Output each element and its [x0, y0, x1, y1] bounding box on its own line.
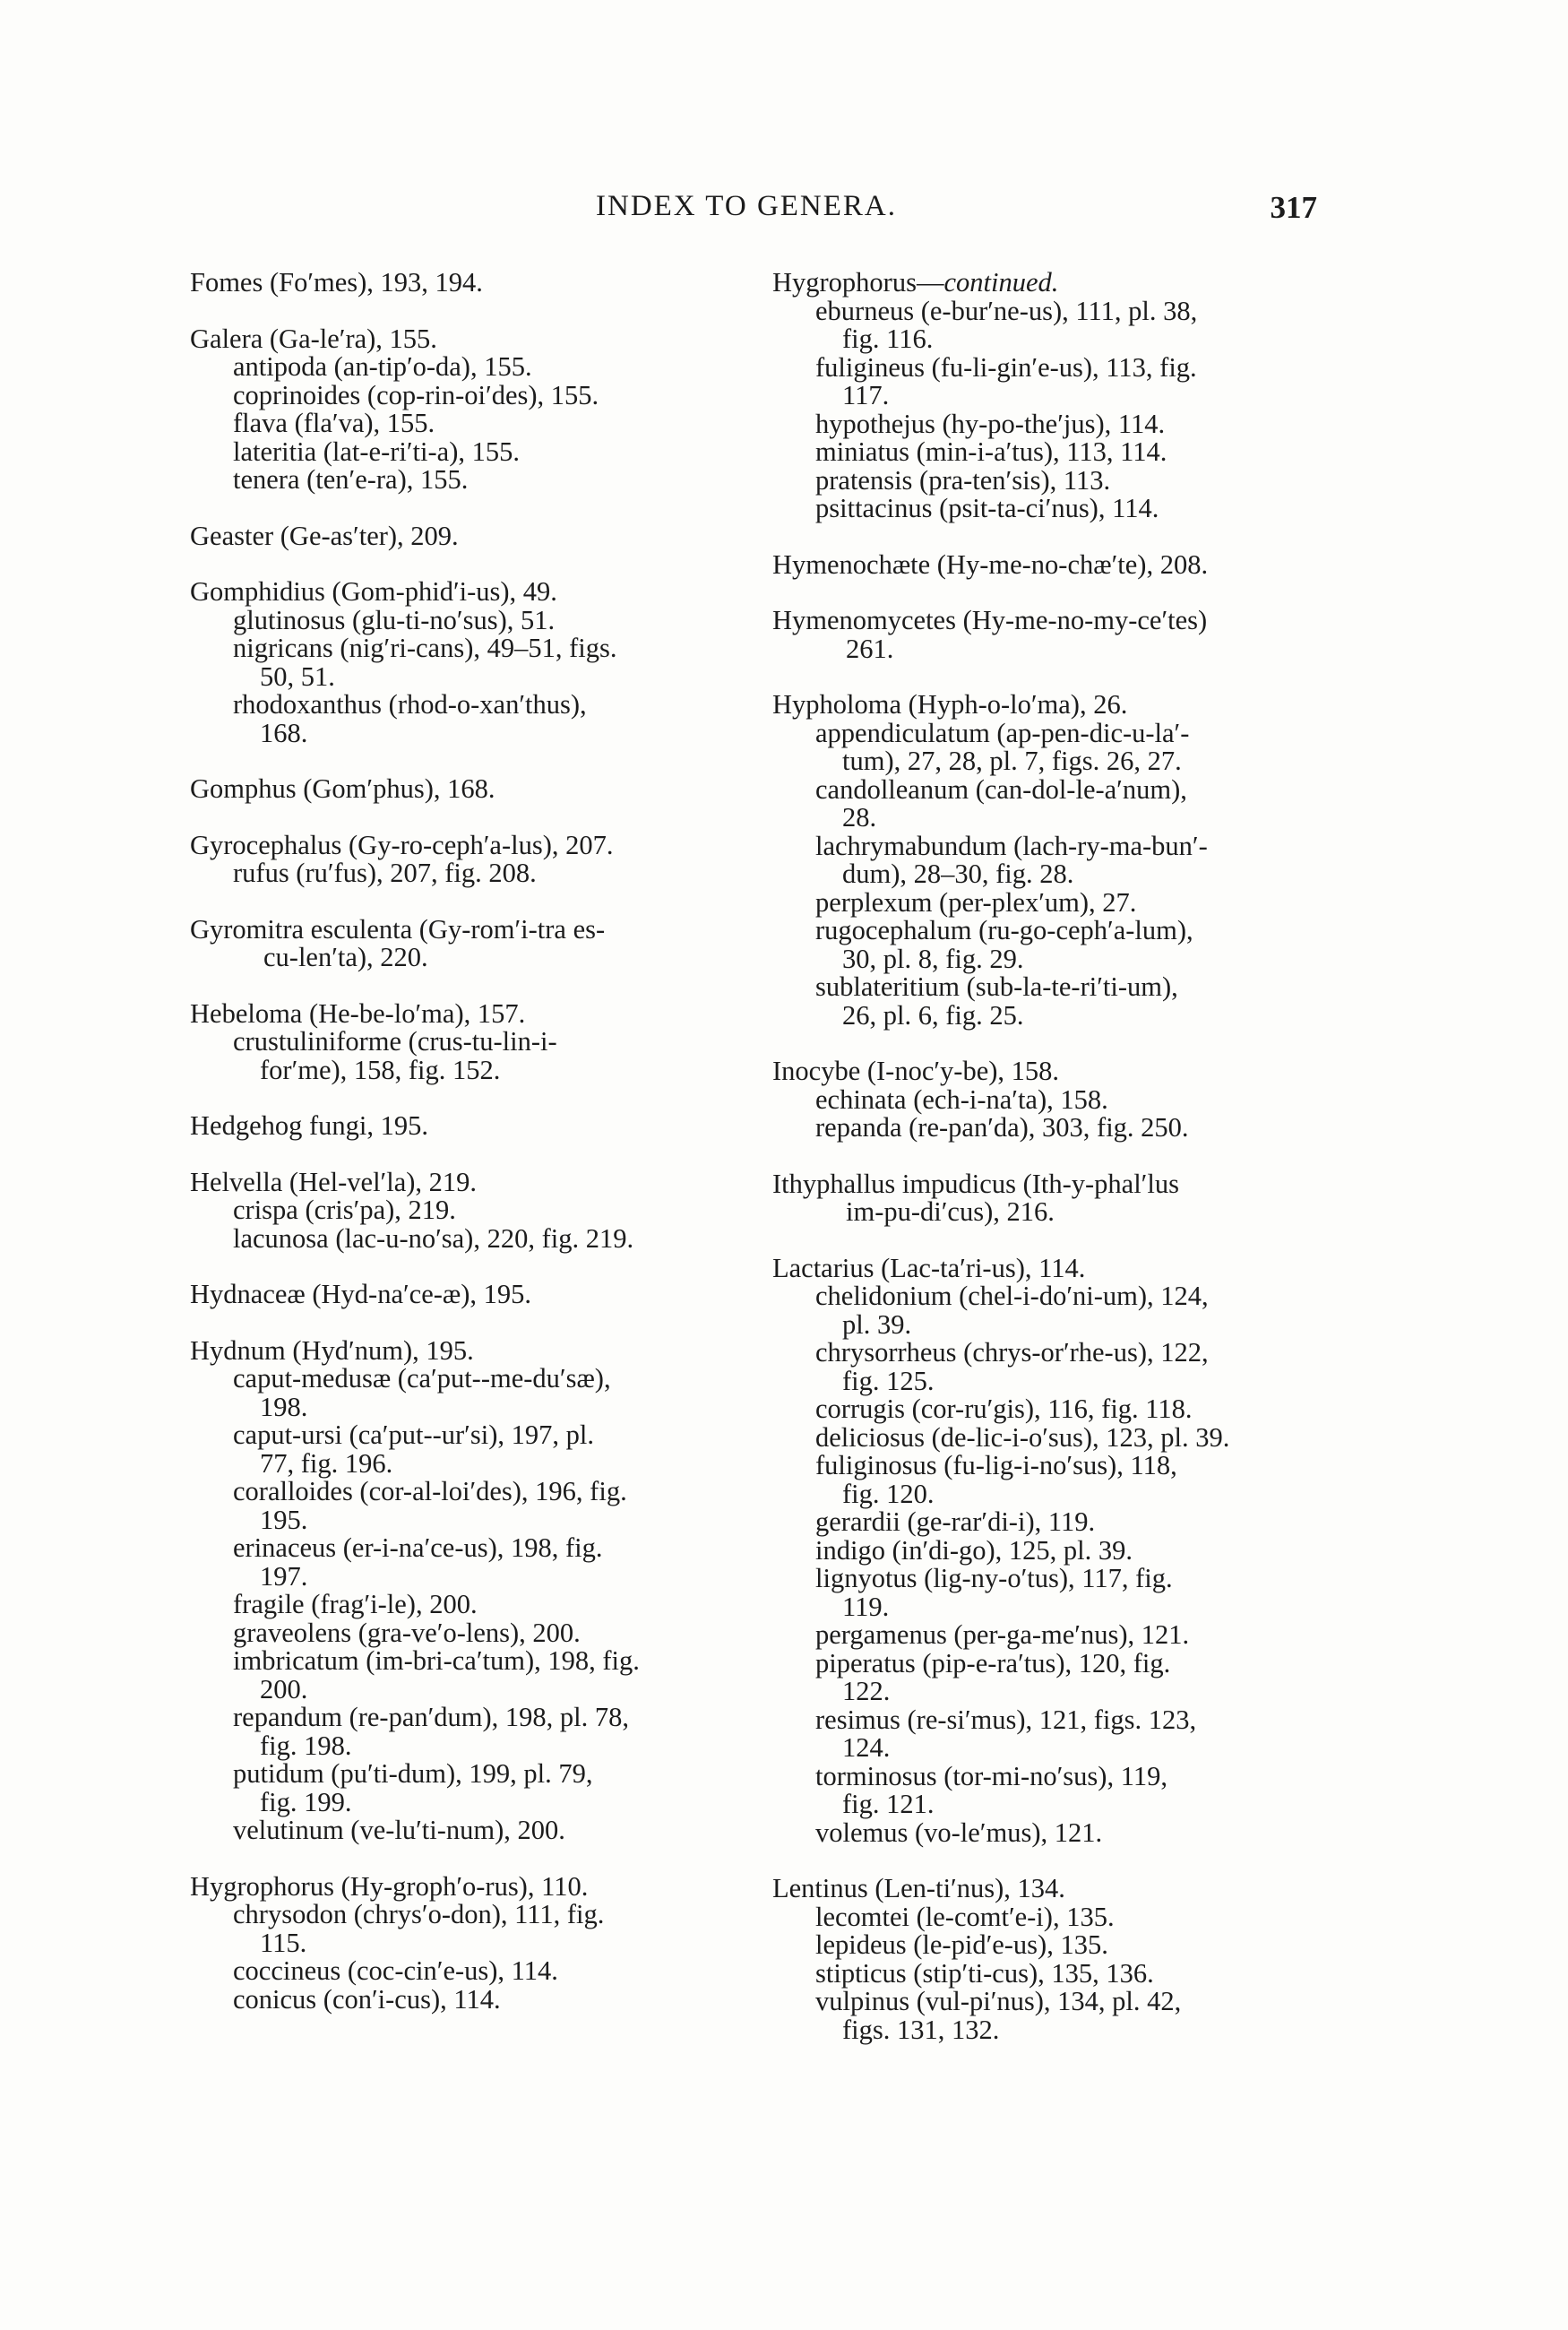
- entry-text: fig. 199.: [260, 1786, 352, 1817]
- entry-text: chelidonium (chel-i-do′ni-um), 124,: [815, 1281, 1209, 1311]
- entry-text: pl. 39.: [842, 1308, 912, 1340]
- entry-text: eburneus (e-bur′ne-us), 111, pl. 38,: [815, 295, 1198, 326]
- continuation-line: [190, 1391, 741, 1422]
- species-line: [190, 1619, 741, 1648]
- entry-text: pergamenus (per-ga-me′nus), 121.: [815, 1619, 1190, 1650]
- entry-text: indigo (in′di-go), 125, pl. 39.: [815, 1534, 1133, 1566]
- entry-text: Gomphidius (Gom-phid′i-us), 49.: [190, 576, 557, 607]
- continuation-line: [772, 1678, 1323, 1706]
- species-line: [772, 1988, 1323, 2016]
- continuation-line: [772, 1593, 1323, 1622]
- entry-text: fig. 120.: [842, 1478, 935, 1509]
- species-line: [190, 1983, 741, 2015]
- genus-heading: [190, 1870, 741, 1902]
- index-entry: [190, 829, 741, 888]
- entry-text: coccineus (coc-cin′e-us), 114.: [233, 1955, 558, 1986]
- genus-heading: [772, 548, 1323, 580]
- entry-text: lecomtei (le-comt′e-i), 135.: [815, 1901, 1115, 1932]
- entry-text: 26, pl. 6, fig. 25.: [842, 999, 1024, 1031]
- genus-heading: [190, 913, 741, 945]
- entry-text: crustuliniforme (crus-tu-lin-i-: [233, 1026, 557, 1057]
- entry-text: repanda (re-pan′da), 303, fig. 250.: [815, 1112, 1189, 1143]
- entry-text: 200.: [260, 1673, 308, 1704]
- entry-text: 115.: [260, 1927, 307, 1958]
- species-line: [772, 830, 1323, 861]
- entry-text: psittacinus (psit-ta-ci′nus), 114.: [815, 493, 1159, 523]
- entry-text: velutinum (ve-lu′ti-num), 200.: [233, 1815, 565, 1845]
- index-entry: [190, 1112, 741, 1141]
- species-line: [772, 973, 1323, 1002]
- entry-text: tenera (ten′e-ra), 155.: [233, 464, 469, 495]
- entry-text: Hydnaceæ (Hyd-na′ce-æ), 195.: [190, 1279, 532, 1309]
- species-line: [772, 1819, 1323, 1848]
- entry-text: 28.: [842, 802, 877, 833]
- species-line: [772, 1421, 1323, 1453]
- entry-text: appendiculatum (ap-pen-dic-u-la′-: [815, 717, 1190, 748]
- continuation-line: [190, 1054, 741, 1085]
- species-line: [190, 1028, 741, 1057]
- genus-heading: [772, 607, 1323, 635]
- entry-text: rhodoxanthus (rhod-o-xan′thus),: [233, 689, 587, 720]
- entry-text: rufus (ru′fus), 207, fig. 208.: [233, 858, 537, 888]
- entry-text: Geaster (Ge-as′ter), 209.: [190, 520, 459, 551]
- continuation-line: [772, 804, 1323, 833]
- continuation-line: [772, 860, 1323, 889]
- entry-text: deliciosus (de-lic-i-o′sus), 123, pl. 39.: [815, 1421, 1230, 1453]
- continuation-line: [190, 1786, 741, 1817]
- index-entry: [772, 1875, 1323, 2044]
- continuation-line: [772, 1308, 1323, 1340]
- genus-heading: [190, 269, 741, 298]
- species-line: [772, 1083, 1323, 1115]
- entry-text: caput-medusæ (ca′put--me-du′sæ),: [233, 1363, 611, 1394]
- entry-text: conicus (con′i-cus), 114.: [233, 1983, 501, 2015]
- species-line: [772, 410, 1323, 439]
- entry-text: 168.: [260, 717, 308, 748]
- species-line: [190, 634, 741, 663]
- entry-text: for′me), 158, fig. 152.: [260, 1054, 501, 1085]
- species-line: [772, 351, 1323, 383]
- entry-text: vulpinus (vul-pi′nus), 134, pl. 42,: [815, 1986, 1182, 2016]
- entry-text: 50, 51.: [260, 660, 335, 692]
- species-line: [772, 1760, 1323, 1791]
- species-line: [190, 1196, 741, 1225]
- species-line: [772, 1508, 1323, 1537]
- species-line: [190, 466, 741, 495]
- genus-heading: [190, 522, 741, 551]
- genus-heading: [190, 1334, 741, 1366]
- index-column-right: [772, 269, 1323, 2072]
- continuation-line: [772, 2016, 1323, 2045]
- genus-heading: [772, 1057, 1323, 1086]
- entry-text: lacunosa (lac-u-no′sa), 220, fig. 219.: [233, 1222, 634, 1254]
- entry-text: 77, fig. 196.: [260, 1447, 393, 1479]
- continuation-line: [772, 945, 1323, 974]
- index-entry: [772, 607, 1323, 663]
- entry-text: coprinoides (cop-rin-oi′des), 155.: [233, 379, 599, 410]
- species-line: [772, 1957, 1323, 1989]
- entry-text: graveolens (gra-ve′o-lens), 200.: [233, 1617, 581, 1648]
- entry-text: miniatus (min-i-a′tus), 113, 114.: [815, 436, 1167, 467]
- continuation-line: [772, 325, 1323, 354]
- continuation-line: [772, 635, 1323, 664]
- entry-text: caput-ursi (ca′put--ur′si), 197, pl.: [233, 1420, 594, 1450]
- entry-text: Lentinus (Len-ti′nus), 134.: [772, 1873, 1065, 1903]
- page-header: [188, 190, 1317, 235]
- continuation-line: [772, 1365, 1323, 1396]
- index-entry: [772, 269, 1323, 523]
- entry-text: putidum (pu′ti-dum), 199, pl. 79,: [233, 1758, 593, 1789]
- species-line: [772, 1339, 1323, 1368]
- entry-text: resimus (re-si′mus), 121, figs. 123,: [815, 1704, 1197, 1735]
- entry-text: 119.: [842, 1591, 890, 1622]
- index-entry: [190, 522, 741, 551]
- species-line: [190, 410, 741, 438]
- entry-text: Galera (Ga-le′ra), 155.: [190, 323, 437, 354]
- continuation-line: [190, 717, 741, 748]
- entry-text: flava (fla′va), 155.: [233, 408, 435, 438]
- species-line: [190, 1760, 741, 1789]
- continuation-line: [772, 999, 1323, 1031]
- entry-text: candolleanum (can-dol-le-a′num),: [815, 773, 1187, 805]
- entry-text: lateritia (lat-e-ri′ti-a), 155.: [233, 436, 520, 467]
- entry-text: perplexum (per-plex′um), 27.: [815, 886, 1137, 918]
- index-entry: [190, 325, 741, 495]
- continuation-line: [190, 1929, 741, 1958]
- species-line: [190, 859, 741, 888]
- entry-text: fragile (frag′i-le), 200.: [233, 1589, 478, 1619]
- species-line: [772, 295, 1323, 326]
- entry-text: Hygrophorus (Hy-groph′o-rus), 110.: [190, 1870, 589, 1902]
- entry-text: Lactarius (Lac-ta′ri-us), 114.: [772, 1252, 1086, 1283]
- index-entry: [190, 913, 741, 972]
- genus-heading: [772, 269, 1323, 298]
- entry-text: lachrymabundum (lach-ry-ma-bun′-: [815, 830, 1208, 861]
- entry-text: chrysodon (chrys′o-don), 111, fig.: [233, 1899, 605, 1929]
- genus-heading: [190, 1112, 741, 1141]
- entry-text: fig. 121.: [842, 1789, 935, 1819]
- entry-text: 195.: [260, 1504, 308, 1535]
- index-entry: [190, 1334, 741, 1845]
- entry-text: Gomphus (Gom′phus), 168.: [190, 773, 495, 804]
- entry-text: tum), 27, 28, pl. 7, figs. 26, 27.: [842, 746, 1182, 776]
- species-line: [772, 1452, 1323, 1480]
- entry-text: lignyotus (lig-ny-o′tus), 117, fig.: [815, 1563, 1173, 1593]
- entry-text: cu-len′ta), 220.: [263, 942, 428, 972]
- index-entry: [772, 691, 1323, 1030]
- species-line: [190, 438, 741, 467]
- continued-label: continued.: [943, 267, 1059, 298]
- continuation-line: [772, 1480, 1323, 1509]
- species-line: [190, 1647, 741, 1676]
- entry-text: 261.: [846, 633, 894, 664]
- entry-text: Gyromitra esculenta (Gy-rom′i-tra es-: [190, 913, 606, 945]
- entry-text: Hymenochæte (Hy-me-no-chæ′te), 208.: [772, 548, 1209, 580]
- entry-text: Ithyphallus impudicus (Ith-y-phal′lus: [772, 1168, 1179, 1199]
- entry-text: 198.: [260, 1391, 308, 1422]
- index-entry: [190, 269, 741, 298]
- entry-text: coralloides (cor-al-loi′des), 196, fig.: [233, 1476, 627, 1506]
- entry-text: 122.: [842, 1676, 891, 1706]
- entry-text: corrugis (cor-ru′gis), 116, fig. 118.: [815, 1394, 1193, 1424]
- species-line: [772, 1647, 1323, 1678]
- species-line: [772, 886, 1323, 918]
- genus-heading: [190, 578, 741, 607]
- index-entry: [190, 775, 741, 804]
- entry-text: echinata (ech-i-na′ta), 158.: [815, 1083, 1108, 1115]
- entry-text: lepideus (le-pid′e-us), 135.: [815, 1929, 1108, 1960]
- continuation-line: [190, 1560, 741, 1592]
- entry-text: glutinosus (glu-ti-no′sus), 51.: [233, 604, 556, 635]
- entry-text: fuligineus (fu-li-gin′e-us), 113, fig.: [815, 351, 1197, 383]
- continuation-line: [190, 944, 741, 972]
- entry-text: pratensis (pra-ten′sis), 113.: [815, 464, 1111, 496]
- species-line: [190, 1222, 741, 1254]
- index-entry: [772, 1170, 1323, 1227]
- index-entry: [190, 1166, 741, 1254]
- continuation-line: [190, 660, 741, 692]
- species-line: [772, 1565, 1323, 1593]
- species-line: [772, 1114, 1323, 1143]
- species-line: [772, 438, 1323, 467]
- species-line: [190, 1478, 741, 1506]
- entry-text: fig. 125.: [842, 1365, 935, 1396]
- species-line: [772, 464, 1323, 496]
- entry-text: fig. 116.: [842, 324, 934, 354]
- continuation-line: [190, 1447, 741, 1479]
- entry-text: fig. 198.: [260, 1730, 352, 1761]
- entry-text: Inocybe (I-noc′y-be), 158.: [772, 1056, 1060, 1086]
- species-line: [772, 1931, 1323, 1960]
- entry-text: torminosus (tor-mi-no′sus), 119,: [815, 1760, 1167, 1791]
- index-entry: [772, 548, 1323, 580]
- species-line: [772, 917, 1323, 945]
- species-line: [190, 1534, 741, 1563]
- species-line: [772, 1621, 1323, 1650]
- species-line: [190, 353, 741, 382]
- species-line: [190, 1365, 741, 1394]
- genus-heading: [190, 1281, 741, 1309]
- continuation-line: [772, 1734, 1323, 1763]
- entry-text: 197.: [260, 1560, 308, 1592]
- continuation-line: [772, 1791, 1323, 1819]
- entry-text: fuliginosus (fu-lig-i-no′sus), 118,: [815, 1450, 1177, 1480]
- entry-text: im-pu-di′cus), 216.: [846, 1196, 1055, 1227]
- entry-text: stipticus (stip′ti-cus), 135, 136.: [815, 1957, 1154, 1989]
- species-line: [190, 1704, 741, 1732]
- entry-text: nigricans (nig′ri-cans), 49–51, figs.: [233, 633, 617, 663]
- continuation-line: [772, 1198, 1323, 1227]
- entry-text: 30, pl. 8, fig. 29.: [842, 943, 1024, 974]
- entry-text: sublateritium (sub-la-te-ri′ti-um),: [815, 971, 1178, 1002]
- entry-text: figs. 131, 132.: [842, 2014, 1000, 2045]
- species-line: [190, 1901, 741, 1929]
- entry-text: chrysorrheus (chrys-or′rhe-us), 122,: [815, 1337, 1209, 1368]
- index-entry: [190, 578, 741, 747]
- entry-text: hypothejus (hy-po-the′jus), 114.: [815, 408, 1166, 439]
- species-line: [190, 1817, 741, 1845]
- entry-text: volemus (vo-le′mus), 121.: [815, 1817, 1103, 1848]
- entry-text: Helvella (Hel-vel′la), 219.: [190, 1166, 478, 1197]
- entry-text: gerardii (ge-rar′di-i), 119.: [815, 1506, 1096, 1537]
- species-line: [190, 691, 741, 720]
- entry-text: Hymenomycetes (Hy-me-no-my-ce′tes): [772, 605, 1208, 635]
- entry-text: Hygrophorus—: [772, 267, 944, 298]
- index-entry: [772, 1057, 1323, 1143]
- entry-text: Fomes (Fo′mes), 193, 194.: [190, 267, 483, 298]
- entry-text: Hebeloma (He-be-lo′ma), 157.: [190, 997, 526, 1029]
- index-entry: [772, 1252, 1323, 1848]
- continuation-line: [772, 382, 1323, 410]
- entry-text: Hypholoma (Hyph-o-lo′ma), 26.: [772, 689, 1128, 720]
- entry-text: 124.: [842, 1732, 891, 1763]
- entry-text: Gyrocephalus (Gy-ro-ceph′a-lus), 207.: [190, 829, 614, 860]
- entry-text: imbricatum (im-bri-ca′tum), 198, fig.: [233, 1645, 640, 1676]
- index-entry: [190, 997, 741, 1085]
- species-line: [772, 1534, 1323, 1566]
- genus-heading: [772, 691, 1323, 720]
- continuation-line: [190, 1732, 741, 1761]
- genus-heading: [772, 1252, 1323, 1283]
- species-line: [190, 604, 741, 635]
- genus-heading: [190, 775, 741, 804]
- genus-heading: [190, 997, 741, 1029]
- continuation-line: [190, 1506, 741, 1535]
- species-line: [190, 1421, 741, 1450]
- species-line: [772, 495, 1323, 523]
- genus-heading: [190, 325, 741, 354]
- entry-text: Hedgehog fungi, 195.: [190, 1110, 428, 1141]
- continuation-line: [772, 747, 1323, 776]
- entry-text: Hydnum (Hyd′num), 195.: [190, 1334, 474, 1366]
- index-entry: [190, 1870, 741, 2015]
- species-line: [772, 1395, 1323, 1424]
- species-line: [772, 717, 1323, 748]
- entry-text: repandum (re-pan′dum), 198, pl. 78,: [233, 1702, 630, 1732]
- species-line: [772, 1903, 1323, 1932]
- index-column-left: [190, 269, 741, 2041]
- genus-heading: [772, 1170, 1323, 1199]
- entry-text: piperatus (pip-e-ra′tus), 120, fig.: [815, 1647, 1171, 1678]
- species-line: [190, 1957, 741, 1986]
- index-entry: [190, 1281, 741, 1309]
- species-line: [190, 379, 741, 410]
- genus-heading: [190, 829, 741, 860]
- page-number: 317: [1270, 190, 1317, 225]
- species-line: [772, 1706, 1323, 1735]
- entry-text: dum), 28–30, fig. 28.: [842, 859, 1074, 889]
- genus-heading: [772, 1875, 1323, 1903]
- species-line: [190, 1591, 741, 1619]
- entry-text: rugocephalum (ru-go-ceph′a-lum),: [815, 915, 1193, 945]
- entry-text: antipoda (an-tip′o-da), 155.: [233, 351, 532, 382]
- entry-text: crispa (cris′pa), 219.: [233, 1195, 456, 1225]
- continuation-line: [190, 1673, 741, 1704]
- genus-heading: [190, 1166, 741, 1197]
- species-line: [772, 1282, 1323, 1311]
- entry-text: erinaceus (er-i-na′ce-us), 198, fig.: [233, 1532, 603, 1563]
- species-line: [772, 773, 1323, 805]
- entry-text: 117.: [842, 380, 890, 410]
- running-title: INDEX TO GENERA.: [596, 190, 898, 222]
